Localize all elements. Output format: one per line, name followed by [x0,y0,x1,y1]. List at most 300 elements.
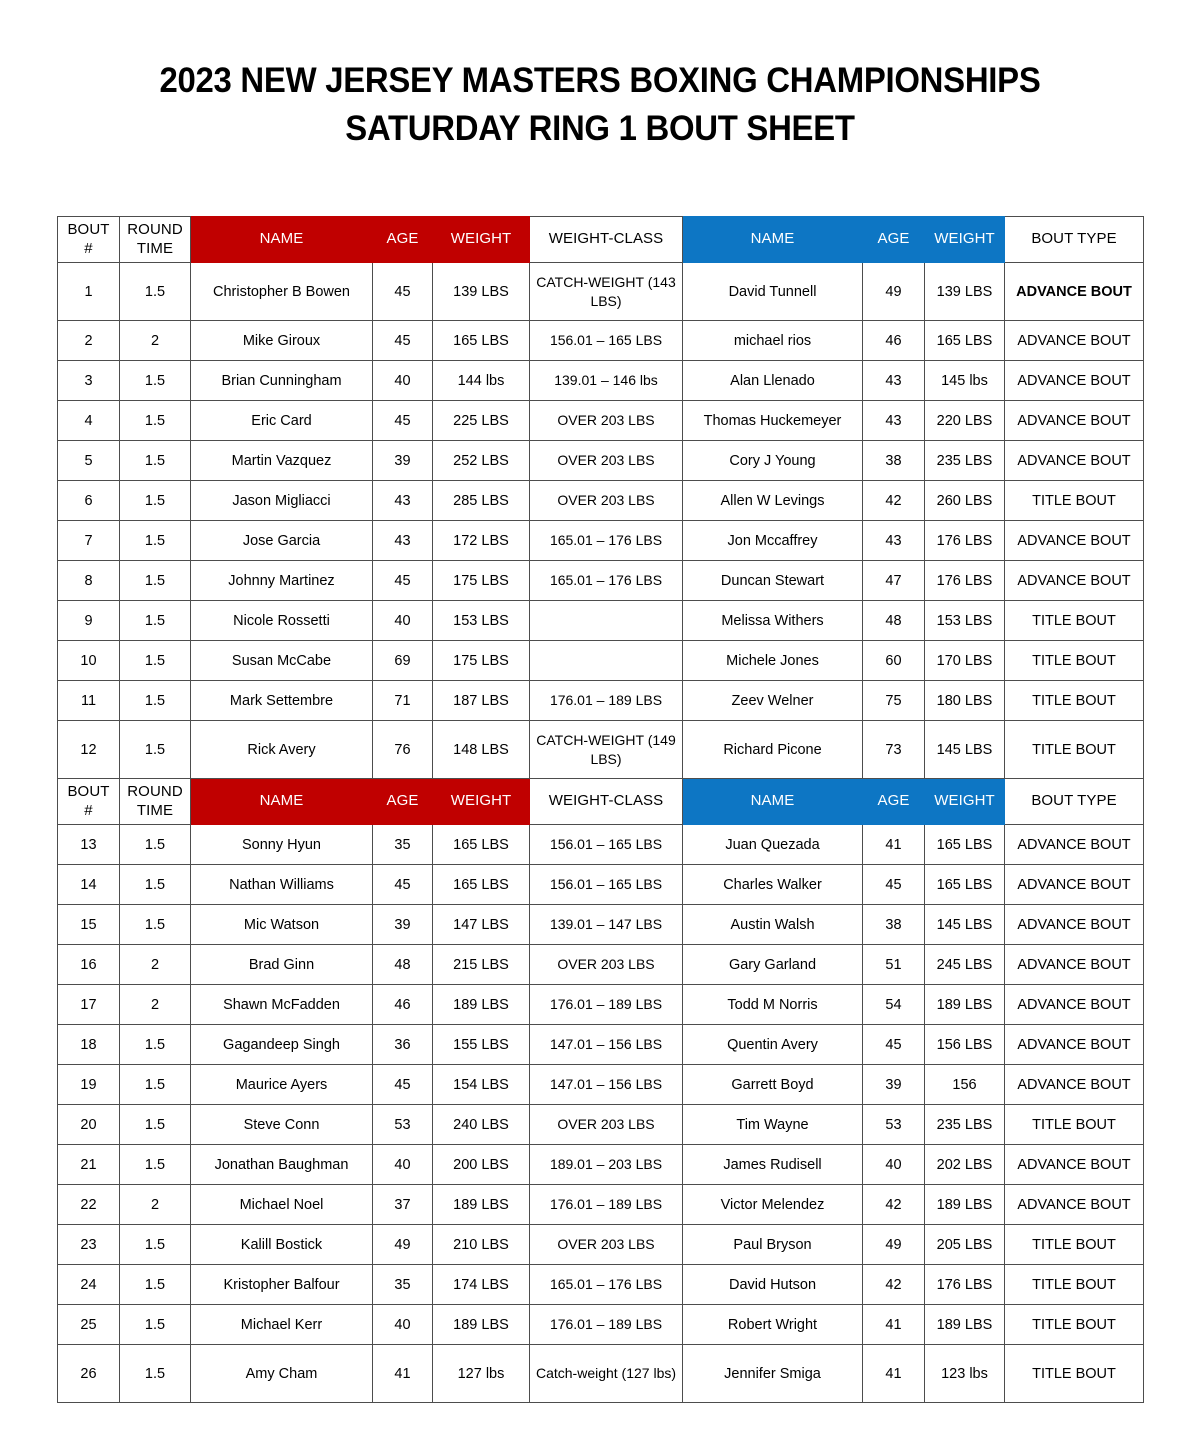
cell-blue-name: James Rudisell [683,1145,863,1185]
cell-blue-weight: 145 LBS [925,905,1005,945]
cell-red-weight: 175 LBS [433,561,530,601]
table-row [58,1305,1144,1345]
table-row [58,401,1144,441]
cell-bout-type: ADVANCE BOUT [1005,521,1144,561]
table-row [58,681,1144,721]
cell-red-age: 37 [373,1185,433,1225]
cell-weight-class [530,601,683,641]
cell-round-time: 1.5 [120,1105,191,1145]
cell-blue-age: 42 [863,1185,925,1225]
table-row [58,865,1144,905]
cell-red-weight: 155 LBS [433,1025,530,1065]
cell-bout-number: 20 [58,1105,120,1145]
cell-red-weight: 225 LBS [433,401,530,441]
cell-blue-age: 45 [863,865,925,905]
cell-blue-age: 75 [863,681,925,721]
cell-red-name: Eric Card [191,401,373,441]
table-row [58,985,1144,1025]
cell-blue-age: 60 [863,641,925,681]
cell-bout-number: 26 [58,1345,120,1403]
cell-weight-class: OVER 203 LBS [530,401,683,441]
cell-red-age: 45 [373,865,433,905]
cell-bout-type: TITLE BOUT [1005,1265,1144,1305]
header-blue-age-2: AGE [863,779,925,825]
header-red-weight-2: WEIGHT [433,779,530,825]
cell-bout-number: 9 [58,601,120,641]
cell-red-age: 43 [373,481,433,521]
cell-red-weight: 189 LBS [433,1305,530,1345]
cell-blue-name: Charles Walker [683,865,863,905]
cell-blue-weight: 245 LBS [925,945,1005,985]
cell-blue-name: Garrett Boyd [683,1065,863,1105]
cell-weight-class: CATCH-WEIGHT (143 LBS) [530,263,683,321]
table-row [58,1105,1144,1145]
cell-blue-name: Quentin Avery [683,1025,863,1065]
cell-red-age: 40 [373,601,433,641]
cell-blue-weight: 220 LBS [925,401,1005,441]
cell-red-name: Jason Migliacci [191,481,373,521]
cell-bout-number: 23 [58,1225,120,1265]
cell-blue-weight: 156 [925,1065,1005,1105]
cell-red-name: Jonathan Baughman [191,1145,373,1185]
cell-bout-type: ADVANCE BOUT [1005,1145,1144,1185]
table-row [58,1225,1144,1265]
cell-bout-type: ADVANCE BOUT [1005,865,1144,905]
cell-round-time: 2 [120,1185,191,1225]
cell-red-name: Jose Garcia [191,521,373,561]
cell-red-name: Maurice Ayers [191,1065,373,1105]
cell-blue-name: Tim Wayne [683,1105,863,1145]
cell-bout-number: 13 [58,825,120,865]
cell-blue-weight: 153 LBS [925,601,1005,641]
cell-red-weight: 285 LBS [433,481,530,521]
cell-red-name: Martin Vazquez [191,441,373,481]
cell-red-weight: 187 LBS [433,681,530,721]
cell-blue-age: 54 [863,985,925,1025]
cell-blue-age: 38 [863,905,925,945]
header-red-name-2: NAME [191,779,373,825]
cell-bout-number: 19 [58,1065,120,1105]
cell-bout-type: ADVANCE BOUT [1005,1025,1144,1065]
cell-red-name: Gagandeep Singh [191,1025,373,1065]
table-row [58,561,1144,601]
cell-bout-number: 11 [58,681,120,721]
cell-red-weight: 175 LBS [433,641,530,681]
cell-red-weight: 189 LBS [433,1185,530,1225]
cell-red-weight: 215 LBS [433,945,530,985]
cell-blue-weight: 235 LBS [925,441,1005,481]
cell-blue-age: 40 [863,1145,925,1185]
cell-blue-name: Jennifer Smiga [683,1345,863,1403]
cell-red-weight: 148 LBS [433,721,530,779]
cell-weight-class: OVER 203 LBS [530,441,683,481]
cell-blue-weight: 205 LBS [925,1225,1005,1265]
bout-sheet-body [58,217,1144,1403]
cell-round-time: 1.5 [120,641,191,681]
cell-round-time: 2 [120,985,191,1025]
cell-blue-weight: 139 LBS [925,263,1005,321]
cell-round-time: 1.5 [120,1145,191,1185]
cell-blue-name: Austin Walsh [683,905,863,945]
cell-red-age: 45 [373,561,433,601]
title-line-1: 2023 NEW JERSEY MASTERS BOXING CHAMPIONSHIPS [159,61,1041,100]
cell-red-weight: 127 lbs [433,1345,530,1403]
table-row [58,1025,1144,1065]
cell-bout-type: TITLE BOUT [1005,1105,1144,1145]
table-row [58,641,1144,681]
cell-round-time: 1.5 [120,865,191,905]
cell-red-age: 35 [373,825,433,865]
cell-blue-weight: 156 LBS [925,1025,1005,1065]
cell-red-name: Brad Ginn [191,945,373,985]
cell-blue-name: Thomas Huckemeyer [683,401,863,441]
header-blue-age-1: AGE [863,217,925,263]
cell-bout-type: ADVANCE BOUT [1005,905,1144,945]
cell-blue-weight: 123 lbs [925,1345,1005,1403]
table-row [58,1145,1144,1185]
table-row [58,601,1144,641]
cell-blue-name: Michele Jones [683,641,863,681]
cell-blue-weight: 180 LBS [925,681,1005,721]
cell-blue-name: Juan Quezada [683,825,863,865]
cell-red-age: 76 [373,721,433,779]
cell-weight-class: 156.01 – 165 LBS [530,825,683,865]
cell-blue-name: michael rios [683,321,863,361]
cell-red-age: 41 [373,1345,433,1403]
cell-blue-age: 43 [863,401,925,441]
cell-red-weight: 172 LBS [433,521,530,561]
cell-round-time: 1.5 [120,361,191,401]
cell-red-name: Mark Settembre [191,681,373,721]
cell-blue-weight: 145 lbs [925,361,1005,401]
cell-red-name: Johnny Martinez [191,561,373,601]
table-row [58,825,1144,865]
cell-red-name: Kalill Bostick [191,1225,373,1265]
cell-round-time: 1.5 [120,825,191,865]
cell-red-age: 46 [373,985,433,1025]
cell-bout-type: ADVANCE BOUT [1005,825,1144,865]
cell-blue-age: 41 [863,825,925,865]
cell-red-name: Christopher B Bowen [191,263,373,321]
cell-red-name: Brian Cunningham [191,361,373,401]
cell-weight-class: 165.01 – 176 LBS [530,521,683,561]
cell-blue-age: 49 [863,263,925,321]
cell-red-age: 45 [373,263,433,321]
cell-round-time: 2 [120,321,191,361]
header-red-name-1: NAME [191,217,373,263]
cell-weight-class: 156.01 – 165 LBS [530,865,683,905]
cell-bout-number: 2 [58,321,120,361]
cell-bout-number: 6 [58,481,120,521]
cell-bout-number: 21 [58,1145,120,1185]
header-bout-number-2: BOUT # [58,779,120,825]
cell-weight-class: 176.01 – 189 LBS [530,1305,683,1345]
cell-red-age: 39 [373,905,433,945]
table-row [58,1065,1144,1105]
cell-round-time: 1.5 [120,401,191,441]
cell-blue-weight: 235 LBS [925,1105,1005,1145]
cell-red-age: 40 [373,1145,433,1185]
cell-round-time: 1.5 [120,681,191,721]
cell-weight-class [530,641,683,681]
cell-blue-age: 46 [863,321,925,361]
cell-red-age: 43 [373,521,433,561]
page-title [0,58,1200,152]
cell-blue-age: 51 [863,945,925,985]
cell-red-name: Steve Conn [191,1105,373,1145]
cell-red-weight: 165 LBS [433,321,530,361]
cell-red-age: 71 [373,681,433,721]
cell-red-weight: 210 LBS [433,1225,530,1265]
cell-round-time: 1.5 [120,1345,191,1403]
cell-red-name: Michael Kerr [191,1305,373,1345]
cell-blue-name: Alan Llenado [683,361,863,401]
cell-bout-number: 12 [58,721,120,779]
cell-red-name: Mic Watson [191,905,373,945]
cell-blue-name: Zeev Welner [683,681,863,721]
cell-round-time: 1.5 [120,1065,191,1105]
header-weight-class-1: WEIGHT-CLASS [530,217,683,263]
cell-blue-name: Duncan Stewart [683,561,863,601]
cell-blue-age: 43 [863,521,925,561]
cell-bout-type: TITLE BOUT [1005,1305,1144,1345]
cell-bout-number: 16 [58,945,120,985]
cell-round-time: 1.5 [120,905,191,945]
cell-red-weight: 165 LBS [433,825,530,865]
cell-red-name: Shawn McFadden [191,985,373,1025]
cell-bout-number: 1 [58,263,120,321]
cell-red-weight: 200 LBS [433,1145,530,1185]
cell-weight-class: 176.01 – 189 LBS [530,681,683,721]
cell-blue-name: Gary Garland [683,945,863,985]
cell-bout-number: 14 [58,865,120,905]
cell-bout-number: 17 [58,985,120,1025]
header-blue-name-1: NAME [683,217,863,263]
cell-red-weight: 139 LBS [433,263,530,321]
header-round-time-2: ROUND TIME [120,779,191,825]
cell-red-weight: 147 LBS [433,905,530,945]
cell-weight-class: OVER 203 LBS [530,945,683,985]
cell-blue-age: 41 [863,1305,925,1345]
cell-blue-name: David Hutson [683,1265,863,1305]
cell-bout-type: ADVANCE BOUT [1005,1065,1144,1105]
cell-blue-age: 53 [863,1105,925,1145]
cell-blue-name: Paul Bryson [683,1225,863,1265]
cell-red-weight: 240 LBS [433,1105,530,1145]
cell-bout-type: TITLE BOUT [1005,1225,1144,1265]
cell-weight-class: OVER 203 LBS [530,481,683,521]
cell-red-name: Nathan Williams [191,865,373,905]
cell-weight-class: 189.01 – 203 LBS [530,1145,683,1185]
cell-bout-type: ADVANCE BOUT [1005,361,1144,401]
cell-blue-age: 38 [863,441,925,481]
cell-round-time: 1.5 [120,481,191,521]
cell-bout-number: 22 [58,1185,120,1225]
header-bout-number-1: BOUT # [58,217,120,263]
cell-red-weight: 165 LBS [433,865,530,905]
cell-blue-age: 41 [863,1345,925,1403]
cell-blue-weight: 260 LBS [925,481,1005,521]
cell-round-time: 1.5 [120,263,191,321]
table-row [58,441,1144,481]
cell-red-weight: 189 LBS [433,985,530,1025]
header-bout-type-1: BOUT TYPE [1005,217,1144,263]
cell-bout-number: 24 [58,1265,120,1305]
cell-red-age: 35 [373,1265,433,1305]
cell-red-age: 69 [373,641,433,681]
cell-blue-name: Cory J Young [683,441,863,481]
header-red-weight-1: WEIGHT [433,217,530,263]
cell-blue-age: 39 [863,1065,925,1105]
cell-round-time: 1.5 [120,721,191,779]
cell-blue-age: 42 [863,1265,925,1305]
cell-red-name: Sonny Hyun [191,825,373,865]
cell-bout-number: 4 [58,401,120,441]
header-red-age-1: AGE [373,217,433,263]
cell-round-time: 1.5 [120,561,191,601]
cell-blue-age: 42 [863,481,925,521]
table-row [58,263,1144,321]
cell-blue-weight: 165 LBS [925,321,1005,361]
cell-blue-weight: 189 LBS [925,1305,1005,1345]
cell-blue-age: 73 [863,721,925,779]
cell-round-time: 1.5 [120,601,191,641]
cell-red-age: 53 [373,1105,433,1145]
cell-weight-class: OVER 203 LBS [530,1225,683,1265]
cell-red-name: Susan McCabe [191,641,373,681]
header-red-age-2: AGE [373,779,433,825]
cell-blue-name: Richard Picone [683,721,863,779]
cell-bout-type: ADVANCE BOUT [1005,321,1144,361]
cell-bout-type: ADVANCE BOUT [1005,945,1144,985]
header-blue-weight-2: WEIGHT [925,779,1005,825]
cell-bout-number: 25 [58,1305,120,1345]
cell-round-time: 2 [120,945,191,985]
cell-red-age: 45 [373,401,433,441]
cell-blue-weight: 176 LBS [925,1265,1005,1305]
cell-bout-type: ADVANCE BOUT [1005,561,1144,601]
cell-blue-name: Robert Wright [683,1305,863,1345]
cell-red-name: Kristopher Balfour [191,1265,373,1305]
cell-bout-type: TITLE BOUT [1005,681,1144,721]
cell-red-name: Amy Cham [191,1345,373,1403]
cell-red-age: 40 [373,361,433,401]
cell-blue-name: Todd M Norris [683,985,863,1025]
cell-red-age: 39 [373,441,433,481]
cell-blue-name: David Tunnell [683,263,863,321]
table-row [58,321,1144,361]
cell-weight-class: 165.01 – 176 LBS [530,1265,683,1305]
cell-round-time: 1.5 [120,441,191,481]
cell-bout-number: 8 [58,561,120,601]
cell-round-time: 1.5 [120,521,191,561]
cell-round-time: 1.5 [120,1265,191,1305]
cell-red-age: 49 [373,1225,433,1265]
cell-weight-class: CATCH-WEIGHT (149 LBS) [530,721,683,779]
cell-blue-age: 49 [863,1225,925,1265]
cell-red-name: Rick Avery [191,721,373,779]
header-blue-name-2: NAME [683,779,863,825]
cell-bout-number: 10 [58,641,120,681]
cell-bout-type: ADVANCE BOUT [1005,263,1144,321]
cell-bout-type: ADVANCE BOUT [1005,401,1144,441]
cell-red-weight: 252 LBS [433,441,530,481]
cell-blue-name: Allen W Levings [683,481,863,521]
table-header-row [58,779,1144,825]
cell-round-time: 1.5 [120,1225,191,1265]
table-row [58,1345,1144,1403]
cell-blue-name: Melissa Withers [683,601,863,641]
cell-red-age: 45 [373,321,433,361]
cell-round-time: 1.5 [120,1025,191,1065]
table-row [58,905,1144,945]
cell-weight-class: 147.01 – 156 LBS [530,1065,683,1105]
cell-bout-type: TITLE BOUT [1005,481,1144,521]
cell-bout-type: TITLE BOUT [1005,641,1144,681]
table-row [58,481,1144,521]
cell-red-age: 45 [373,1065,433,1105]
cell-blue-weight: 165 LBS [925,865,1005,905]
cell-bout-number: 18 [58,1025,120,1065]
cell-weight-class: 147.01 – 156 LBS [530,1025,683,1065]
bout-sheet-table [57,216,1144,1403]
cell-blue-weight: 176 LBS [925,521,1005,561]
table-header-row [58,217,1144,263]
cell-weight-class: 139.01 – 146 lbs [530,361,683,401]
cell-red-name: Michael Noel [191,1185,373,1225]
cell-blue-name: Jon Mccaffrey [683,521,863,561]
cell-weight-class: 156.01 – 165 LBS [530,321,683,361]
cell-bout-type: TITLE BOUT [1005,721,1144,779]
cell-blue-age: 43 [863,361,925,401]
cell-bout-type: ADVANCE BOUT [1005,441,1144,481]
cell-bout-number: 3 [58,361,120,401]
cell-red-weight: 174 LBS [433,1265,530,1305]
cell-bout-type: TITLE BOUT [1005,601,1144,641]
table-row [58,721,1144,779]
cell-weight-class: Catch-weight (127 lbs) [530,1345,683,1403]
table-row [58,1265,1144,1305]
cell-weight-class: 139.01 – 147 LBS [530,905,683,945]
table-row [58,945,1144,985]
cell-bout-type: ADVANCE BOUT [1005,1185,1144,1225]
cell-blue-weight: 189 LBS [925,1185,1005,1225]
cell-blue-age: 48 [863,601,925,641]
cell-weight-class: 165.01 – 176 LBS [530,561,683,601]
cell-blue-weight: 189 LBS [925,985,1005,1025]
cell-bout-type: ADVANCE BOUT [1005,985,1144,1025]
cell-red-weight: 153 LBS [433,601,530,641]
header-blue-weight-1: WEIGHT [925,217,1005,263]
bout-sheet-table-wrapper [57,216,1143,1403]
table-row [58,361,1144,401]
cell-blue-weight: 202 LBS [925,1145,1005,1185]
cell-blue-name: Victor Melendez [683,1185,863,1225]
cell-blue-age: 47 [863,561,925,601]
table-row [58,1185,1144,1225]
cell-blue-age: 45 [863,1025,925,1065]
table-row [58,521,1144,561]
cell-round-time: 1.5 [120,1305,191,1345]
cell-red-name: Mike Giroux [191,321,373,361]
cell-weight-class: 176.01 – 189 LBS [530,985,683,1025]
header-weight-class-2: WEIGHT-CLASS [530,779,683,825]
cell-blue-weight: 170 LBS [925,641,1005,681]
cell-blue-weight: 165 LBS [925,825,1005,865]
cell-blue-weight: 145 LBS [925,721,1005,779]
header-bout-type-2: BOUT TYPE [1005,779,1144,825]
cell-weight-class: OVER 203 LBS [530,1105,683,1145]
